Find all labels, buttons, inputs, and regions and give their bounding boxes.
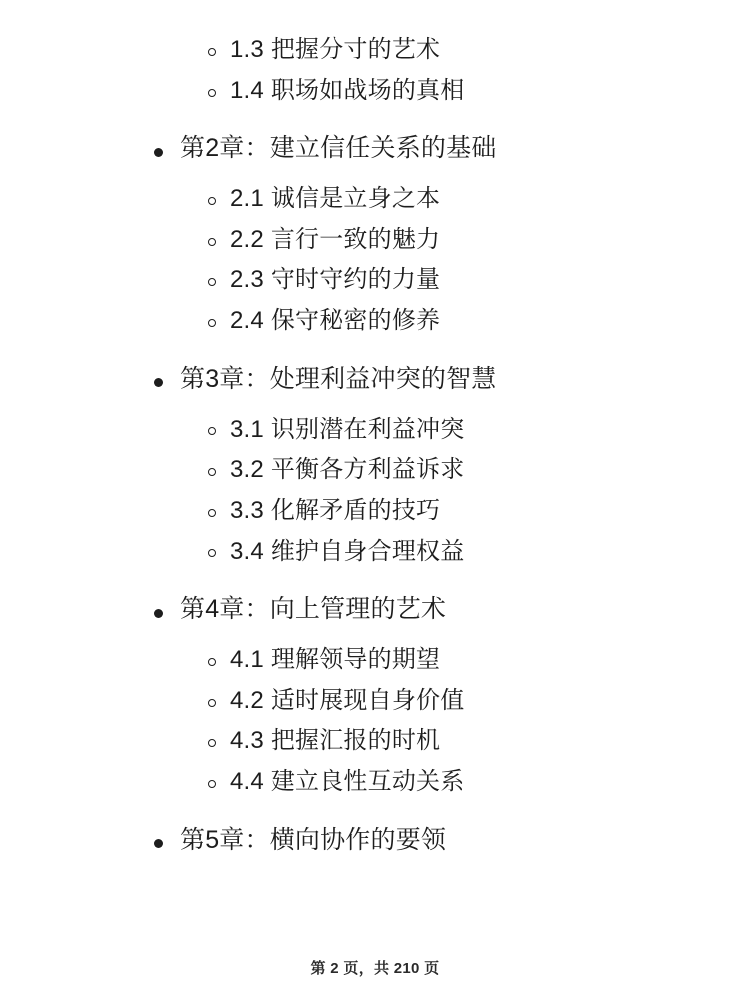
toc-item-section[interactable]	[48, 766, 702, 798]
toc-item-section[interactable]	[48, 34, 702, 66]
toc-item-label: 4.3 把握汇报的时机	[230, 727, 441, 755]
toc-item-label: 2.3 守时守约的力量	[230, 266, 441, 294]
toc-item-section[interactable]	[48, 264, 702, 296]
hollow-bullet-icon	[208, 549, 216, 557]
filled-bullet-icon	[154, 839, 163, 848]
toc-item-section[interactable]	[48, 685, 702, 717]
toc-item-chapter[interactable]	[48, 132, 702, 166]
toc-item-label: 1.3 把握分寸的艺术	[230, 36, 441, 63]
toc-item-label: 2.4 保守秘密的修养	[230, 307, 441, 335]
toc-item-label: 2.2 言行一致的魅力	[230, 225, 441, 253]
hollow-bullet-icon	[208, 319, 216, 327]
toc-item-section[interactable]	[48, 495, 702, 527]
toc-item-label: 第5章：横向协作的要领	[180, 825, 447, 854]
toc-item-section[interactable]	[48, 224, 702, 256]
hollow-bullet-icon	[208, 509, 216, 517]
toc-item-section[interactable]	[48, 536, 702, 568]
toc-item-section[interactable]	[48, 454, 702, 486]
toc-item-label: 4.4 建立良性互动关系	[230, 767, 465, 795]
hollow-bullet-icon	[208, 89, 216, 97]
spacer	[48, 215, 702, 224]
filled-bullet-icon	[154, 378, 163, 387]
toc-item-label: 2.1 诚信是立身之本	[230, 185, 441, 213]
hollow-bullet-icon	[208, 699, 216, 707]
toc-item-label: 4.2 适时展现自身价值	[230, 686, 465, 714]
spacer	[48, 66, 702, 75]
toc-item-label: 3.4 维护自身合理权益	[230, 537, 465, 565]
spacer	[48, 567, 702, 593]
toc-item-chapter[interactable]	[48, 363, 702, 397]
toc-item-label: 3.2 平衡各方利益诉求	[230, 456, 465, 484]
spacer	[48, 255, 702, 264]
filled-bullet-icon	[154, 609, 163, 618]
toc-item-label: 4.1 理解领导的期望	[230, 645, 441, 673]
toc-item-section[interactable]	[48, 183, 702, 215]
spacer	[48, 486, 702, 495]
hollow-bullet-icon	[208, 197, 216, 205]
spacer	[48, 337, 702, 363]
toc-item-chapter[interactable]	[48, 824, 702, 858]
spacer	[48, 627, 702, 644]
hollow-bullet-icon	[208, 739, 216, 747]
hollow-bullet-icon	[208, 278, 216, 286]
filled-bullet-icon	[154, 148, 163, 157]
toc-item-section[interactable]	[48, 305, 702, 337]
hollow-bullet-icon	[208, 238, 216, 246]
spacer	[48, 445, 702, 454]
toc-item-label: 3.1 识别潜在利益冲突	[230, 415, 465, 443]
spacer	[48, 676, 702, 685]
spacer	[48, 798, 702, 824]
table-of-contents	[48, 34, 702, 857]
toc-item-label: 第4章：向上管理的艺术	[180, 595, 447, 624]
toc-item-section[interactable]	[48, 725, 702, 757]
toc-item-label: 3.3 化解矛盾的技巧	[230, 496, 441, 524]
spacer	[48, 757, 702, 766]
toc-item-label: 1.4 职场如战场的真相	[230, 76, 465, 104]
toc-item-section[interactable]	[48, 75, 702, 107]
spacer	[48, 716, 702, 725]
toc-item-label: 第3章：处理利益冲突的智慧	[180, 364, 497, 393]
spacer	[48, 527, 702, 536]
toc-item-section[interactable]	[48, 414, 702, 446]
page-footer: 第 2 页，共 210 页	[310, 960, 440, 977]
hollow-bullet-icon	[208, 427, 216, 435]
toc-item-label: 第2章：建立信任关系的基础	[180, 134, 497, 163]
hollow-bullet-icon	[208, 468, 216, 476]
toc-item-section[interactable]	[48, 644, 702, 676]
hollow-bullet-icon	[208, 658, 216, 666]
hollow-bullet-icon	[208, 48, 216, 56]
hollow-bullet-icon	[208, 780, 216, 788]
spacer	[48, 397, 702, 414]
spacer	[48, 296, 702, 305]
toc-item-chapter[interactable]	[48, 593, 702, 627]
spacer	[48, 106, 702, 132]
spacer	[48, 166, 702, 183]
